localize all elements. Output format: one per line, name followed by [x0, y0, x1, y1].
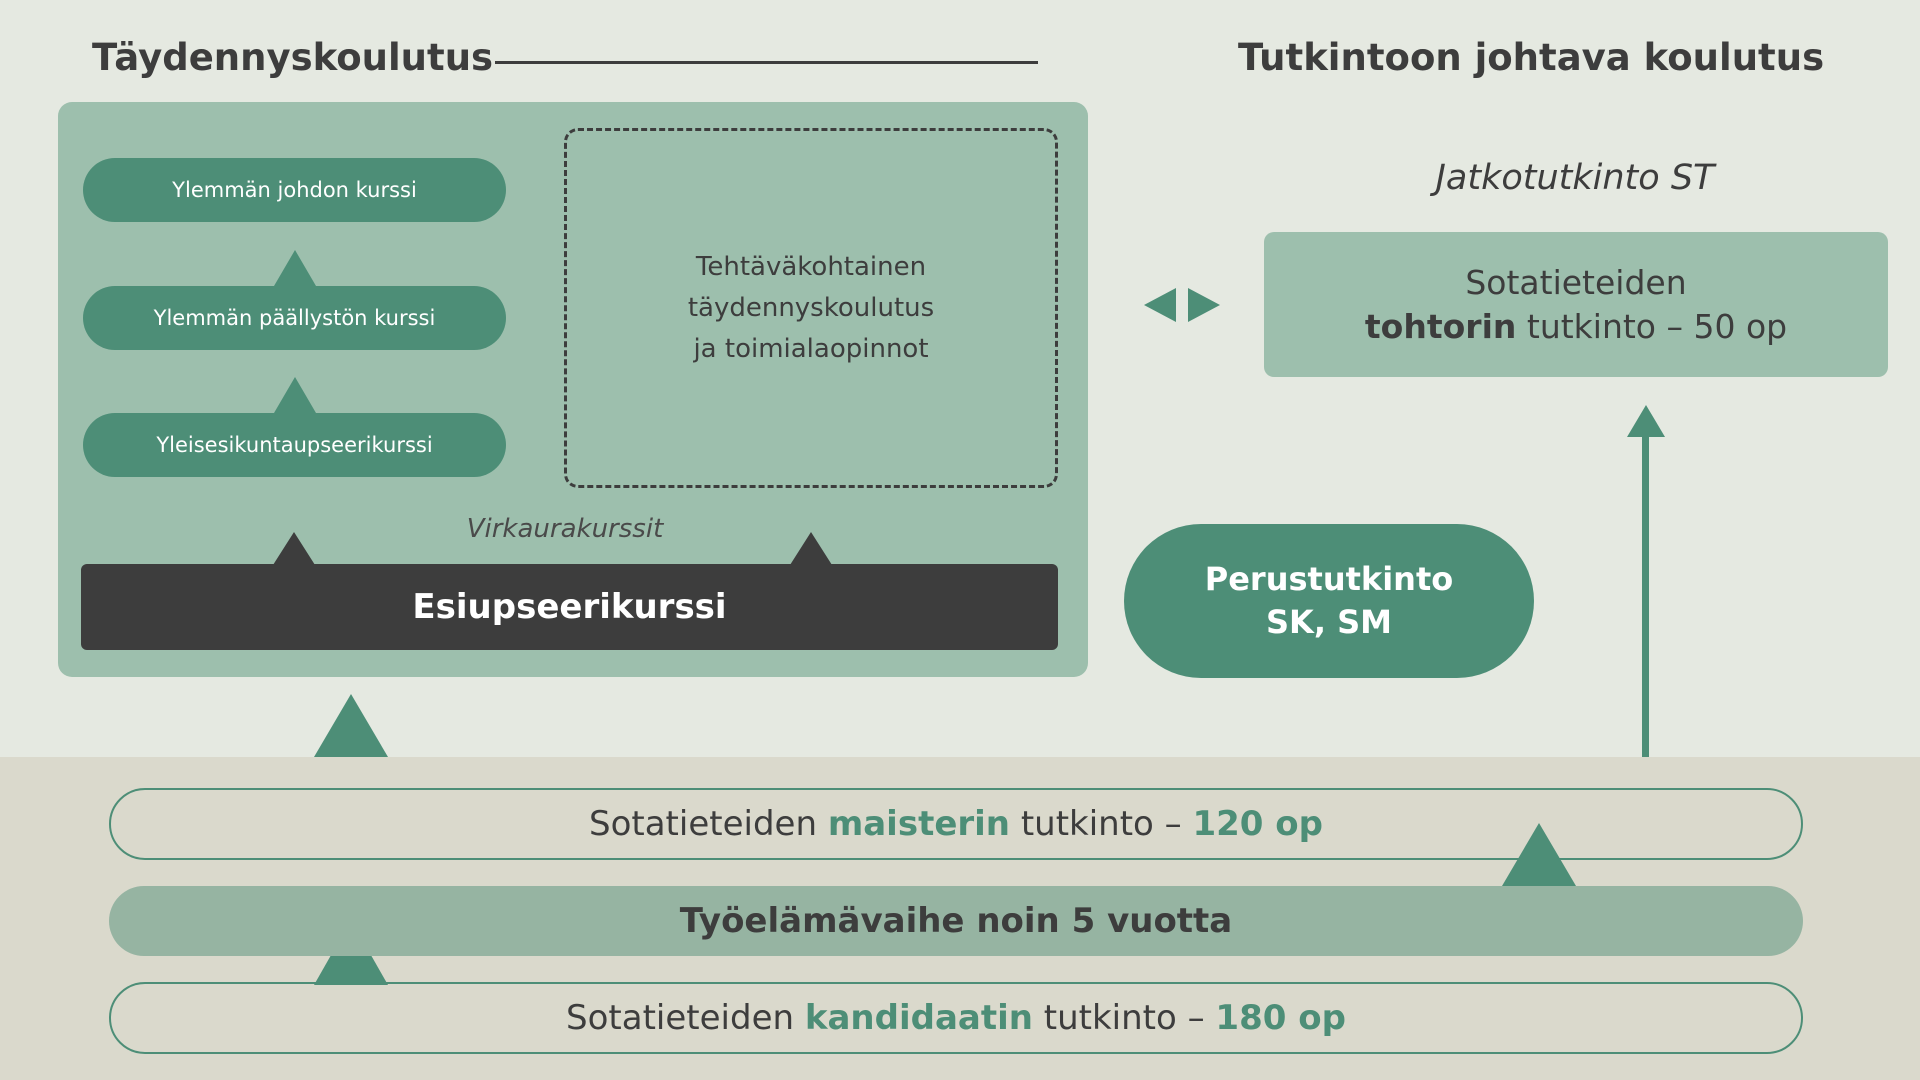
arrow-up-icon [314, 694, 388, 757]
doctorate-bold: tohtorin [1364, 306, 1517, 346]
base-course-bar: Esiupseerikurssi [81, 564, 1058, 650]
task-training-line3: ja toimialaopinnot [693, 334, 929, 364]
bachelor-middle: tutkinto – [1043, 998, 1205, 1038]
doctorate-line2 [1365, 305, 1787, 349]
task-training-line1: Tehtäväkohtainen [695, 252, 927, 282]
work-phase-bar: Työelämävaihe noin 5 vuotta [109, 886, 1803, 956]
doctorate-arrow-shaft [1642, 430, 1649, 757]
doctorate-rest: tutkinto – 50 op [1526, 306, 1788, 346]
master-highlight: maisterin [827, 804, 1011, 844]
arrow-up-icon [274, 250, 316, 286]
course-senior-leadership: Ylemmän johdon kurssi [83, 158, 506, 222]
doctorate-box [1264, 232, 1888, 377]
heading-supplementary-training: Täydennyskoulutus [92, 36, 494, 79]
master-middle: tutkinto – [1020, 804, 1182, 844]
arrow-up-icon [273, 532, 315, 565]
basic-degree-line2: SK, SM [1265, 603, 1393, 641]
career-courses-label: Virkaurakurssit [466, 514, 664, 544]
task-training-text [570, 247, 1052, 370]
basic-degree-line1: Perustutkinto [1204, 560, 1454, 598]
master-credits: 120 op [1192, 804, 1323, 844]
postgraduate-label: Jatkotutkinto ST [1435, 158, 1715, 198]
bachelor-prefix: Sotatieteiden [566, 998, 795, 1038]
master-prefix: Sotatieteiden [589, 804, 817, 844]
bachelor-highlight: kandidaatin [804, 998, 1033, 1038]
bachelor-credits: 180 op [1215, 998, 1346, 1038]
heading-degree-training: Tutkintoon johtava koulutus [1238, 36, 1825, 79]
doctorate-line1: Sotatieteiden [1465, 262, 1687, 302]
arrow-up-icon [274, 377, 316, 413]
course-senior-staff-officer: Ylemmän päällystön kurssi [83, 286, 506, 350]
task-training-line2: täydennyskoulutus [687, 293, 935, 323]
master-degree-bar [109, 788, 1803, 860]
arrow-up-icon [790, 532, 832, 565]
basic-degree-pill [1124, 524, 1534, 678]
course-general-staff-officer: Yleisesikuntaupseerikurssi [83, 413, 506, 477]
arrow-right-icon [1188, 288, 1220, 322]
bachelor-degree-bar [109, 982, 1803, 1054]
arrow-left-icon [1144, 288, 1176, 322]
